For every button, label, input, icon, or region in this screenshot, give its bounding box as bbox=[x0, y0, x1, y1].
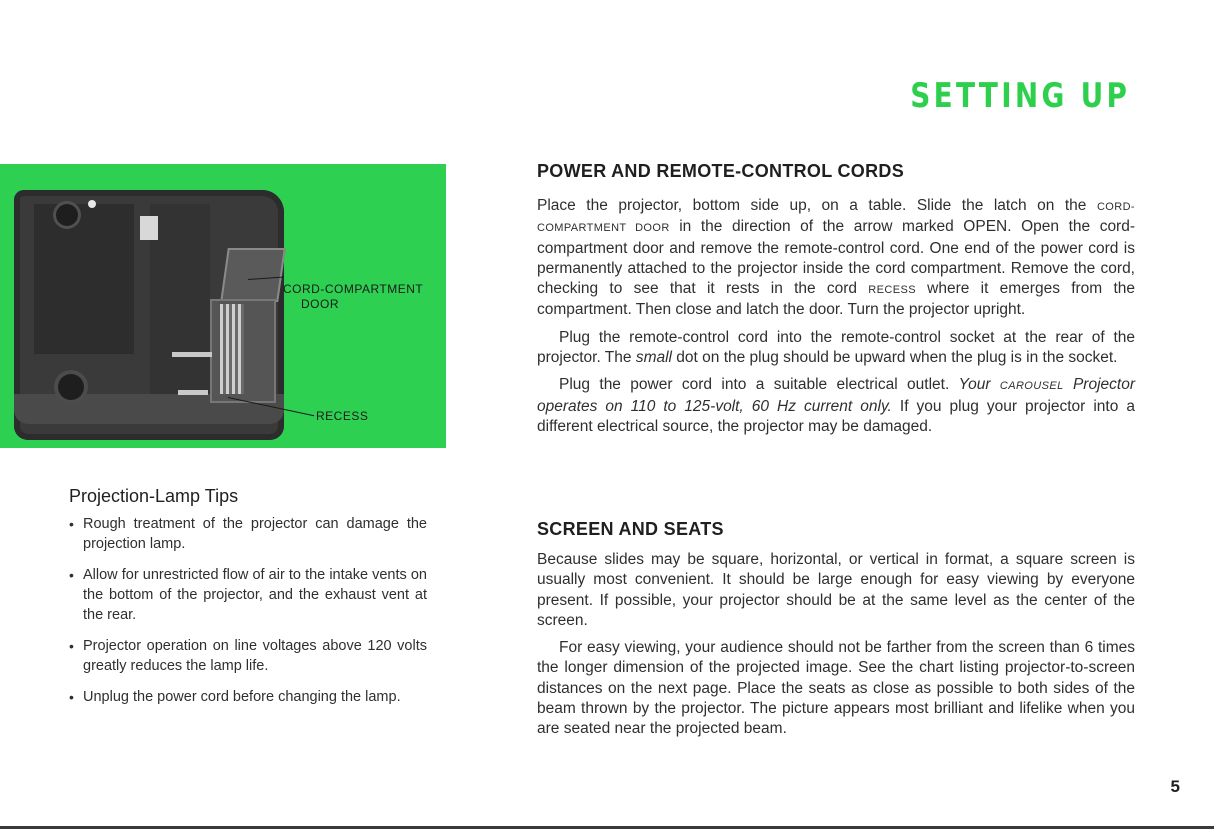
tips-title: Projection-Lamp Tips bbox=[69, 486, 239, 506]
bullet-icon: • bbox=[69, 567, 74, 583]
power-section bbox=[537, 161, 1135, 437]
projector-photo bbox=[0, 164, 446, 448]
list-item: • Unplug the power cord before changing the lamp. bbox=[69, 689, 401, 705]
page-title: SETTING UP bbox=[910, 76, 1130, 116]
vent-slot bbox=[172, 352, 212, 357]
callout-recess-label: RECESS bbox=[316, 409, 369, 423]
power-paragraph-2: Plug the remote-control cord into the remote-control socket at the rear of the projector. The small dot on the plug should be upward when the plug is in the socket. bbox=[537, 328, 1135, 367]
power-cord bbox=[220, 304, 244, 394]
page-number: 5 bbox=[1170, 777, 1180, 796]
bullet-icon: • bbox=[69, 689, 74, 705]
power-paragraph-3: Plug the power cord into a suitable electrical outlet. Your CAROUSEL Projector operates on 110 to 125-volt, 60 Hz current only. If you plug your projector into a different electrical source, the projector may be damaged. bbox=[537, 376, 1135, 435]
callout-door-label bbox=[283, 282, 423, 312]
screen-paragraph-2: For easy viewing, your audience should not be farther from the screen than 6 times the longer dimension of the projected image. See the chart listing projector-to-screen distances on the next page. Place the seats as close as possible to both sides of the beam thrown by the projector. The picture appears most brilliant and lifelike when you are seated near the projected beam. bbox=[537, 639, 1135, 738]
projector-highlight bbox=[88, 200, 96, 208]
list-item: • Allow for unrestricted flow of air to the intake vents on the bottom of the projector, and the exhaust vent at the rear. bbox=[69, 567, 427, 623]
list-item: • Rough treatment of the projector can damage the projection lamp. bbox=[69, 516, 427, 552]
screen-section bbox=[537, 519, 1135, 740]
power-paragraph-1: Place the projector, bottom side up, on a table. Slide the latch on the CORD-COMPARTMENT DOOR in the direction of the arrow marked OPEN. Open the cord-compartment door and remove the remote-control cord. One end of the power cord is permanently attached to the projector inside the cord compartment. Remove the cord, checking to see that it rests in the cord RECESS where it emerges from the compartment. Then close and latch the door. Turn the projector upright. bbox=[537, 197, 1136, 319]
projector-panel bbox=[150, 204, 210, 394]
screen-heading: SCREEN AND SEATS bbox=[537, 519, 724, 539]
list-item: • Projector operation on line voltages above 120 volts greatly reduces the lamp life. bbox=[69, 638, 427, 674]
callout-door-line1: CORD-COMPARTMENT bbox=[283, 282, 424, 296]
projector-foot bbox=[58, 374, 84, 400]
cord-compartment-door bbox=[220, 248, 286, 302]
power-heading: POWER AND REMOTE-CONTROL CORDS bbox=[537, 161, 904, 181]
vent-slot bbox=[178, 390, 208, 395]
projector-panel bbox=[34, 204, 134, 354]
callout-door-line2: DOOR bbox=[301, 297, 339, 311]
tips-list bbox=[69, 514, 427, 718]
latch bbox=[140, 216, 158, 240]
footer-rule bbox=[0, 826, 1214, 829]
projector-foot bbox=[56, 204, 78, 226]
screen-paragraph-1: Because slides may be square, horizontal, or vertical in format, a square screen is usually most convenient. It should be large enough for easy viewing by everyone present. If possible, your projector should be at the same level as the center of the screen. bbox=[537, 551, 1135, 629]
bullet-icon: • bbox=[69, 638, 74, 654]
bullet-icon: • bbox=[69, 516, 74, 532]
